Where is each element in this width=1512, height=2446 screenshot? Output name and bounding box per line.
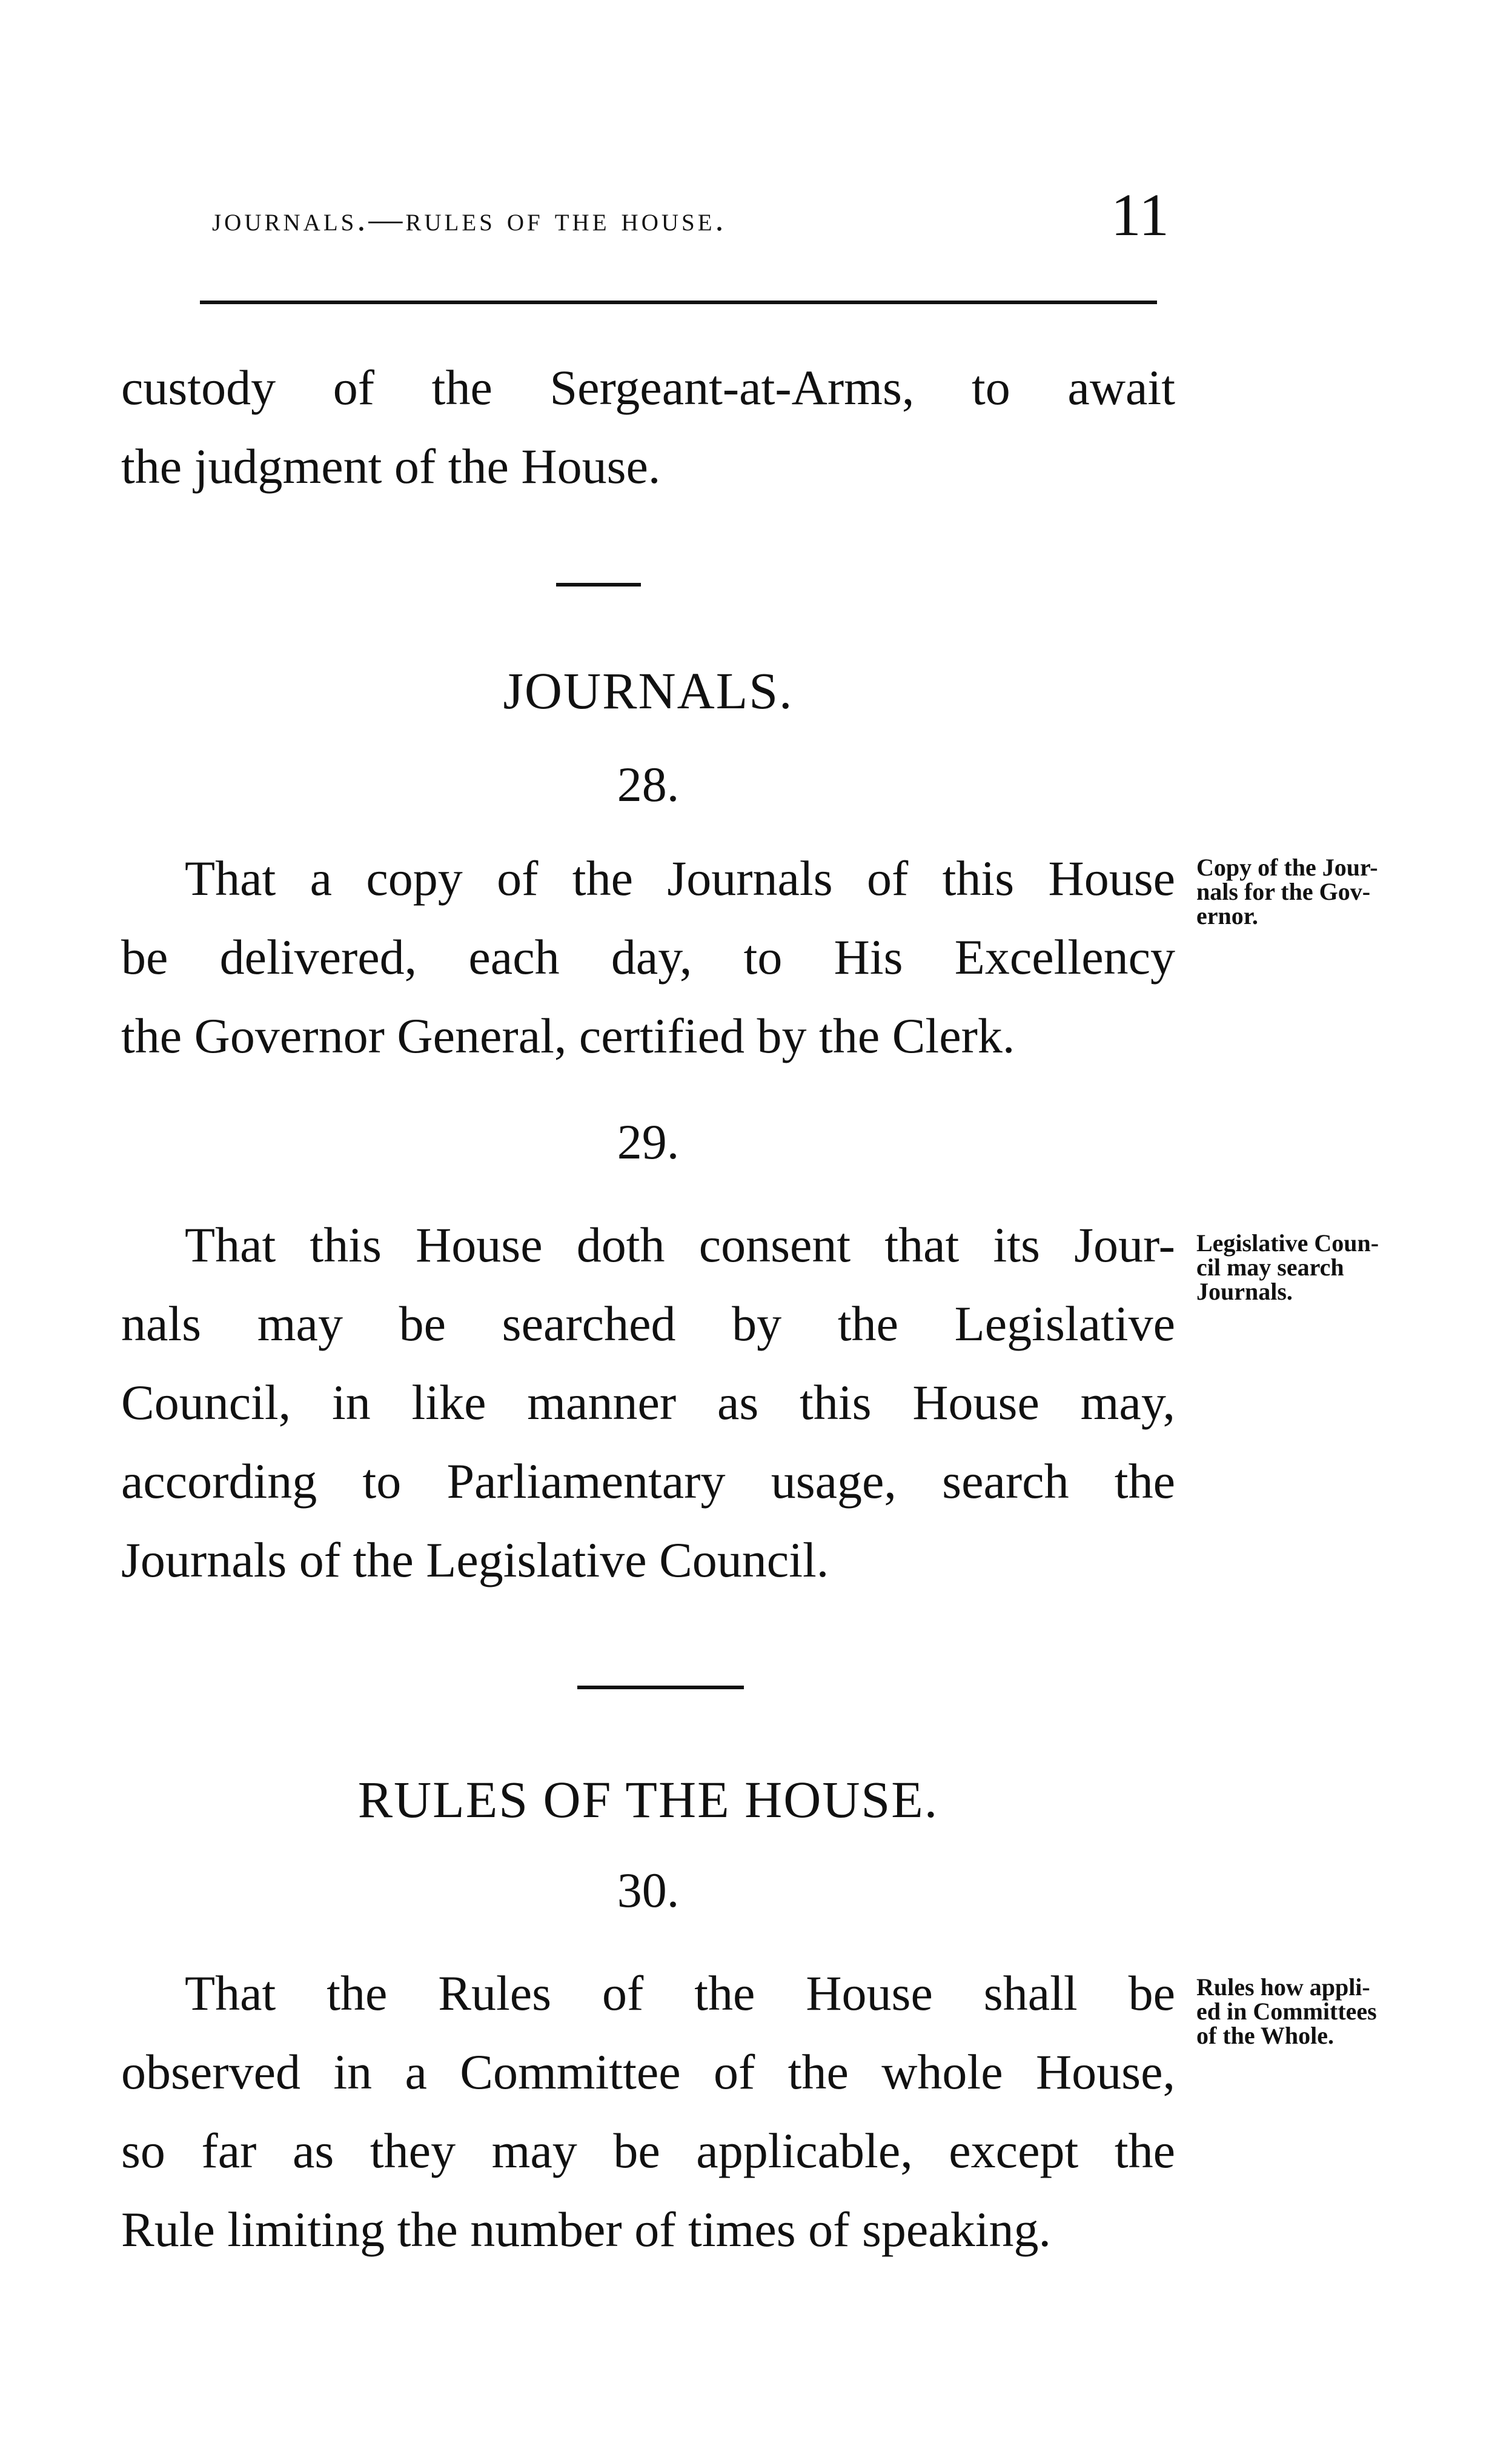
continuation-paragraph [121,348,1175,506]
margin-note-line: of the Whole. [1196,2022,1335,2049]
margin-note-rule-29 [1196,1231,1463,1304]
text-line: nals may be searched by the Legislative [121,1296,1175,1351]
running-head [212,182,1169,248]
text-line: the Governor General, certified by the Clerk. [121,1008,1015,1063]
page-number: 11 [1110,181,1169,248]
text-line: according to Parliamentary usage, search the [121,1454,1175,1509]
text-line: observed in a Committee of the whole House, [121,2044,1175,2099]
head-rule [200,301,1157,304]
section-divider [577,1686,744,1689]
section-divider [556,583,641,587]
text-line: That a copy of the Journals of this House [185,851,1175,906]
rule-number-28: 28. [617,757,680,812]
margin-note-line: Rules how appli- [1196,1973,1370,2001]
text-line: Rule limiting the number of times of speaking. [121,2202,1051,2257]
text-line: That this House doth consent that its Jour- [185,1217,1175,1272]
rule-28-paragraph [121,839,1175,1075]
running-title: journals.—rules of the house. [212,201,727,238]
margin-note-line: ed in Committees [1196,1998,1377,2025]
margin-note-line: Journals. [1196,1278,1293,1305]
section-heading-rules-of-the-house: RULES OF THE HOUSE. [357,1770,939,1829]
margin-note-rule-28 [1196,856,1463,928]
text-line: be delivered, each day, to His Excellency [121,929,1175,985]
text-line: Council, in like manner as this House may, [121,1375,1175,1430]
section-heading-journals: JOURNALS. [503,662,794,720]
margin-note-line: Copy of the Jour- [1196,854,1378,881]
text-line: custody of the Sergeant-at-Arms, to await [121,360,1175,415]
text-line: Journals of the Legislative Council. [121,1532,829,1587]
text-line: the judgment of the House. [121,439,661,494]
rule-number-30: 30. [617,1863,680,1918]
margin-note-rule-30 [1196,1975,1463,2048]
text-line: so far as they may be applicable, except the [121,2123,1175,2178]
rule-30-paragraph [121,1954,1175,2269]
rule-29-paragraph [121,1206,1175,1600]
margin-note-line: ernor. [1196,902,1258,929]
margin-note-line: cil may search [1196,1254,1344,1281]
rule-number-29: 29. [617,1114,680,1169]
margin-note-line: nals for the Gov- [1196,878,1371,905]
margin-note-line: Legislative Coun- [1196,1229,1379,1257]
text-line: That the Rules of the House shall be [185,1966,1175,2021]
